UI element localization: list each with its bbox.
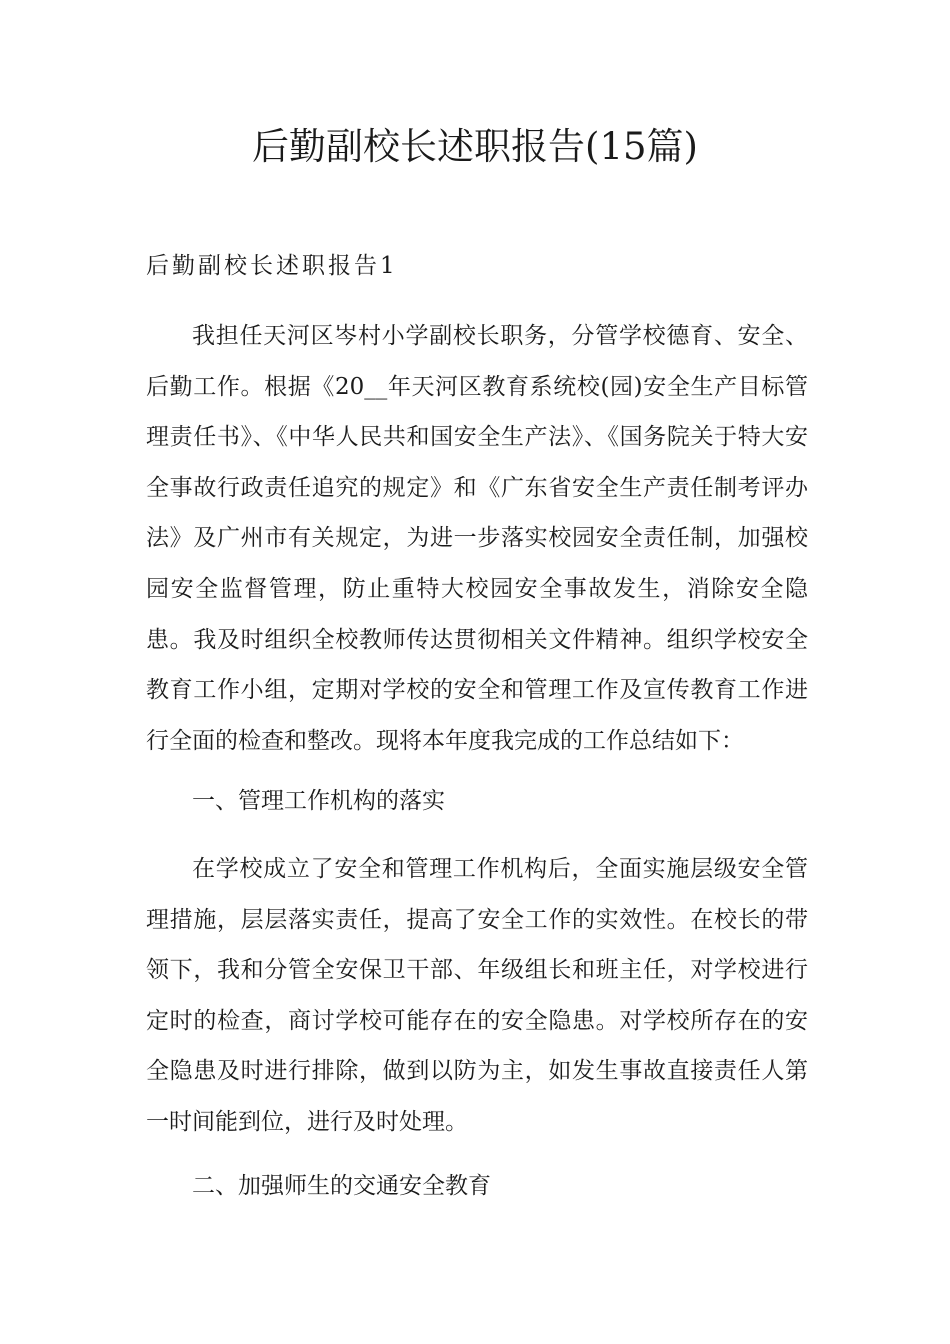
paragraph-management-structure: 在学校成立了安全和管理工作机构后，全面实施层级安全管理措施，层层落实责任，提高了安全工作的实效性。在校长的带领下，我和分管全安保卫干部、年级组长和班主任，对学校进行定时的检查，商讨学校可能存在的安全隐患。对学校所存在的安全隐患及时进行排除，做到以防为主，如发生事故直接责任人第一时间能到位，进行及时处理。 (146, 856, 808, 1135)
paragraph-intro: 我担任天河区岑村小学副校长职务，分管学校德育、安全、后勤工作。根据《20__年天河区教育系统校(园)安全生产目标管理责任书》、《中华人民共和国安全生产法》、《国务院关于特大安全事故行政责任追究的规定》和《广东省安全生产责任制考评办法》及广州市有关规定，为进一步落实校园安全责任制，加强校园安全监督管理，防止重特大校园安全事故发生，消除安全隐患。我及时组织全校教师传达贯彻相关文件精神。组织学校安全教育工作小组，定期对学校的安全和管理工作及宣传教育工作进行全面的检查和整改。现将本年度我完成的工作总结如下： (146, 323, 808, 754)
heading-traffic-safety: 二、加强师生的交通安全教育 (192, 1173, 491, 1199)
heading-management-structure: 一、管理工作机构的落实 (192, 788, 445, 814)
document-title: 后勤副校长述职报告(15篇) (252, 125, 698, 168)
section-title: 后勤副校长述职报告1 (146, 253, 398, 279)
